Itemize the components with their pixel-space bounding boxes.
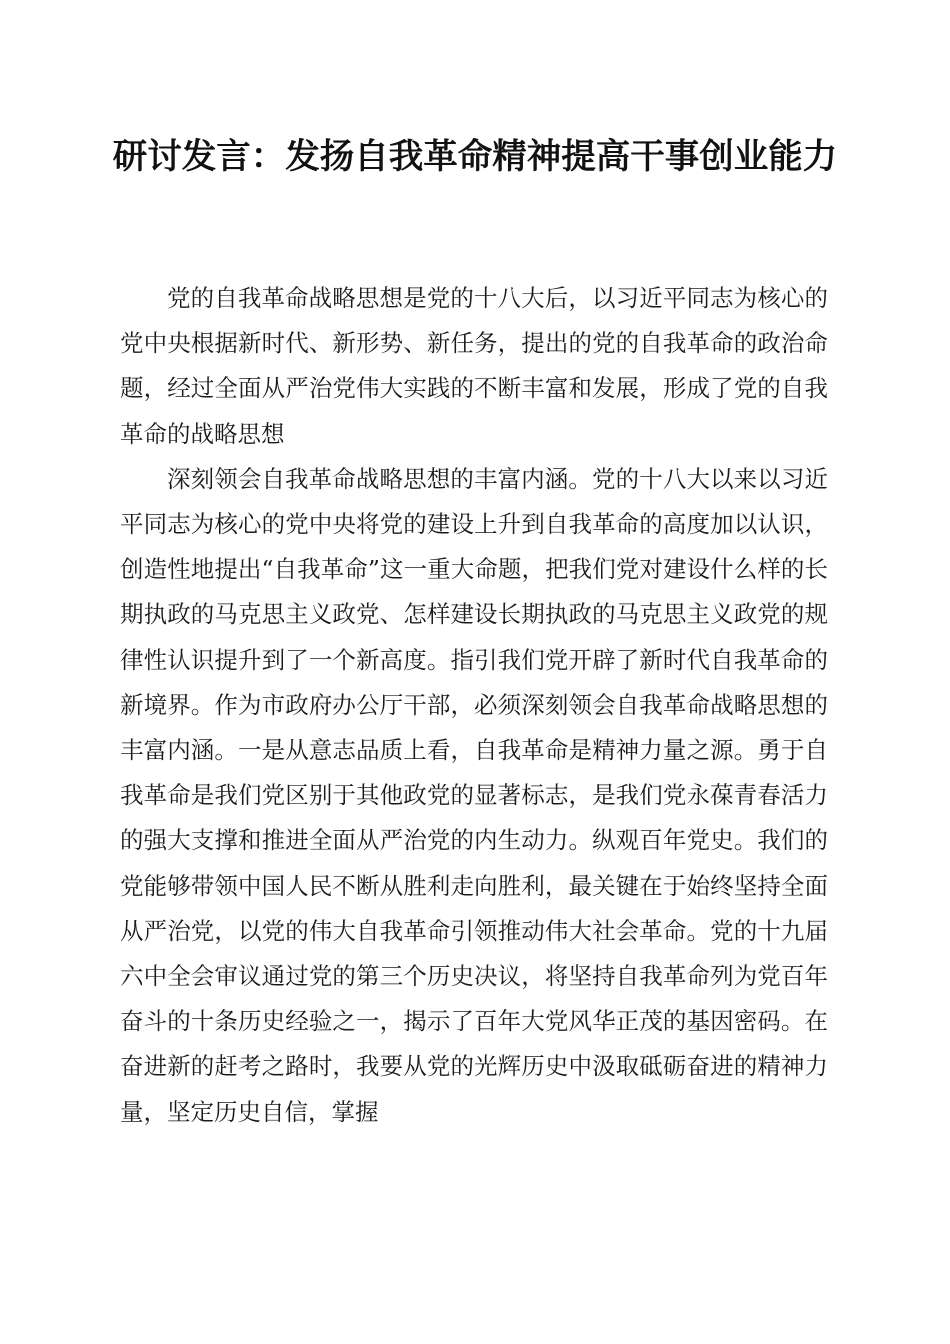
document-title: 研讨发言：发扬自我革命精神提高干事创业能力 [112, 137, 838, 177]
paragraph-main: 深刻领会自我革命战略思想的丰富内涵。党的十八大以来以习近平同志为核心的党中央将党的建设上升到自我革命的高度加以认识，创造性地提出“自我革命”这一重大命题，把我们党对建设什么样的长期执政的马克思主义政党、怎样建设长期执政的马克思主义政党的规律性认识提升到了一个新高度。指引我们党开辟了新时代自我革命的新境界。作为市政府办公厅干部，必须深刻领会自我革命战略思想的丰富内涵。一是从意志品质上看，自我革命是精神力量之源。勇于自我革命是我们党区别于其他政党的显著标志，是我们党永葆青春活力的强大支撑和推进全面从严治党的内生动力。纵观百年党史。我们的党能够带领中国人民不断从胜利走向胜利，最关键在于始终坚持全面从严治党，以党的伟大自我革命引领推动伟大社会革命。党的十九届六中全会审议通过党的第三个历史决议，将坚持自我革命列为党百年奋斗的十条历史经验之一，揭示了百年大党风华正茂的基因密码。在奋进新的赶考之路时，我要从党的光辉历史中汲取砥砺奋进的精神力量，坚定历史自信，掌握 [120, 464, 828, 1126]
document-body [120, 276, 828, 1135]
paragraph-intro: 党的自我革命战略思想是党的十八大后，以习近平同志为核心的党中央根据新时代、新形势、新任务，提出的党的自我革命的政治命题，经过全面从严治党伟大实践的不断丰富和发展，形成了党的自我革命的战略思想 [120, 284, 828, 448]
